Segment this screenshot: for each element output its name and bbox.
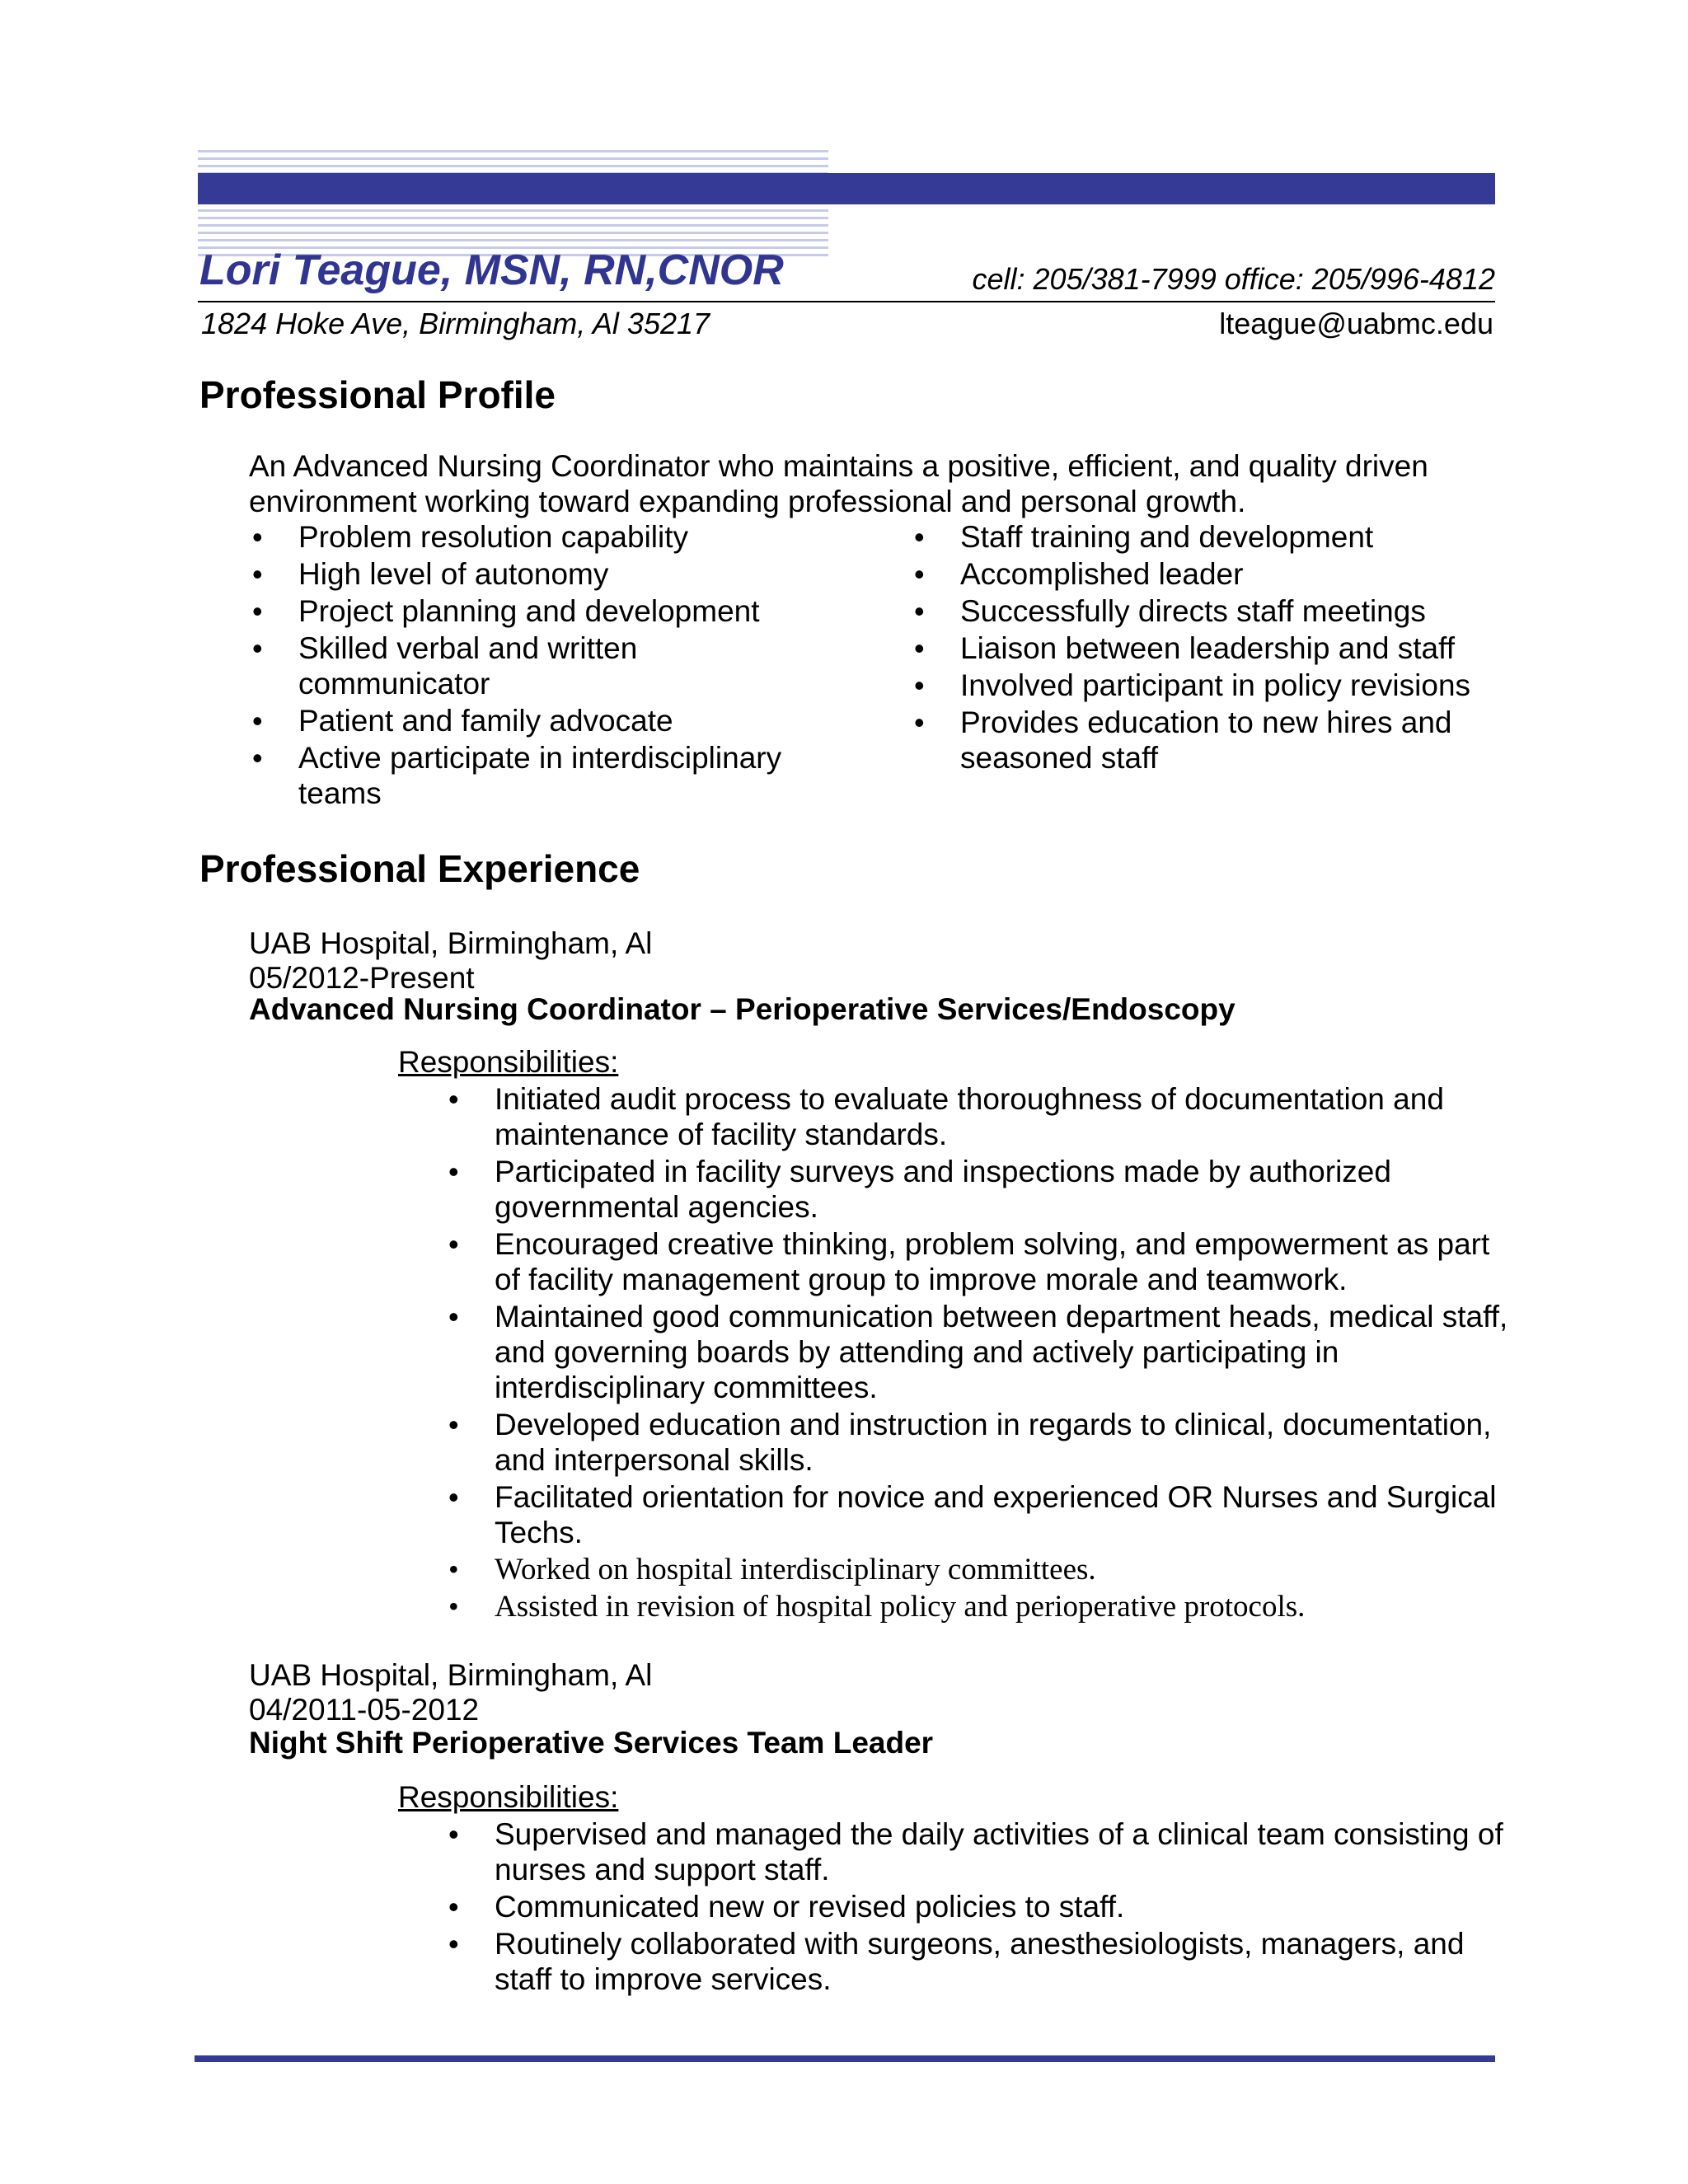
job-responsibilities (445, 1081, 1517, 1626)
responsibilities-label: Responsibilities: (398, 1045, 619, 1079)
header-accent-bar (198, 173, 1495, 204)
footer-accent-bar (195, 2055, 1495, 2062)
list-item: • High level of autonomy (249, 556, 826, 592)
job-position: Advanced Nursing Coordinator – Perioperative Services/Endoscopy (249, 992, 1236, 1026)
list-item: • Involved participant in policy revisions (911, 668, 1504, 703)
candidate-name: Lori Teague, MSN, RN,CNOR (199, 246, 784, 294)
list-item: • Project planning and development (249, 593, 826, 629)
email-address[interactable]: lteague@uabmc.edu (1219, 307, 1493, 340)
list-item: • Routinely collaborated with surgeons, anesthesiologists, managers, and staff to improve services. (445, 1926, 1517, 1997)
header-rule (198, 301, 1495, 302)
list-item: • Communicated new or revised policies to staff. (445, 1889, 1517, 1924)
job-dates: 05/2012-Present (249, 961, 475, 995)
list-item: • Staff training and development (911, 519, 1504, 555)
job-employer: UAB Hospital, Birmingham, Al (249, 1658, 653, 1692)
mailing-address: 1824 Hoke Ave, Birmingham, Al 35217 (201, 307, 710, 340)
profile-skills-right (911, 519, 1504, 777)
phone-numbers: cell: 205/381-7999 office: 205/996-4812 (972, 262, 1495, 296)
section-title-experience: Professional Experience (199, 847, 640, 890)
list-item: • Developed education and instruction in regards to clinical, documentation, and interpersonal skills. (445, 1407, 1517, 1478)
list-item: • Supervised and managed the daily activities of a clinical team consisting of nurses and support staff. (445, 1816, 1517, 1887)
list-item: • Provides education to new hires and seasoned staff (911, 705, 1504, 776)
list-item: • Encouraged creative thinking, problem solving, and empowerment as part of facility management group to improve morale and teamwork. (445, 1226, 1517, 1297)
job-employer: UAB Hospital, Birmingham, Al (249, 926, 653, 960)
job-dates: 04/2011-05-2012 (249, 1693, 480, 1727)
responsibilities-label: Responsibilities: (398, 1780, 619, 1814)
job-position: Night Shift Perioperative Services Team Leader (249, 1726, 934, 1760)
section-title-profile: Professional Profile (199, 373, 556, 416)
list-item: • Facilitated orientation for novice and experienced OR Nurses and Surgical Techs. (445, 1479, 1517, 1550)
list-item: • Accomplished leader (911, 556, 1504, 592)
list-item: • Skilled verbal and written communicator (249, 630, 826, 701)
list-item: • Participated in facility surveys and inspections made by authorized governmental agencies. (445, 1154, 1517, 1225)
list-item: • Successfully directs staff meetings (911, 593, 1504, 629)
list-item: • Maintained good communication between department heads, medical staff, and governing boards by attending and actively participating in interdisciplinary committees. (445, 1299, 1517, 1405)
list-item: • Initiated audit process to evaluate thoroughness of documentation and maintenance of facility standards. (445, 1081, 1517, 1152)
list-item: • Liaison between leadership and staff (911, 630, 1504, 666)
list-item: • Worked on hospital interdisciplinary committees. (445, 1552, 1517, 1587)
profile-summary: An Advanced Nursing Coordinator who maintains a positive, efficient, and quality driven environment working toward expanding professional and personal growth. (249, 449, 1428, 518)
list-item: • Patient and family advocate (249, 703, 826, 738)
profile-skills-left (249, 519, 826, 813)
list-item: • Problem resolution capability (249, 519, 826, 555)
list-item: • Assisted in revision of hospital policy and perioperative protocols. (445, 1589, 1517, 1624)
job-responsibilities (445, 1816, 1517, 1999)
list-item: • Active participate in interdisciplinary teams (249, 740, 826, 811)
